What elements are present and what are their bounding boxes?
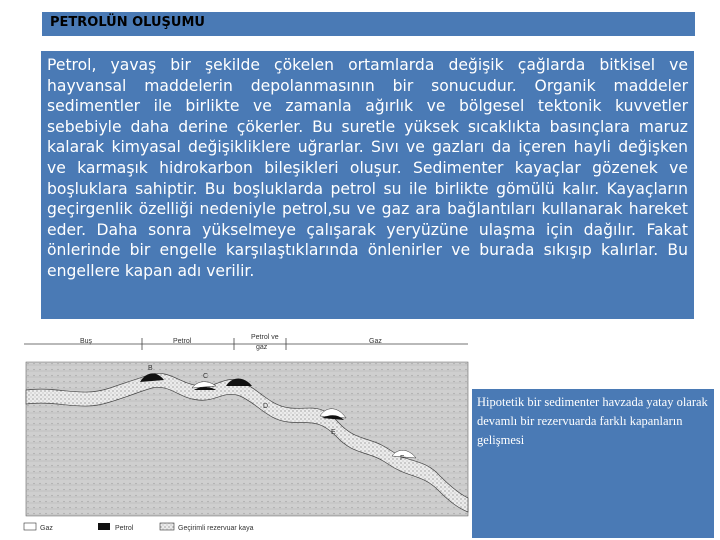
legend-swatch-gaz — [24, 523, 36, 530]
zone-label-petrol: Petrol — [173, 338, 192, 345]
diagram-legend — [24, 523, 254, 532]
zone-scale-bar — [24, 334, 468, 351]
legend-swatch-rezervuar — [160, 523, 174, 530]
trap-label-c: C — [203, 373, 209, 380]
zone-label-bus: Buş — [80, 338, 93, 345]
trap-label-b: B — [148, 365, 153, 372]
zone-label-gaz: Gaz — [369, 338, 382, 345]
legend-label-gaz: Gaz — [40, 525, 53, 532]
zone-label-petrol-gaz-1: Petrol ve — [251, 334, 279, 341]
trap-diagram — [20, 326, 472, 538]
body-text-panel: Petrol, yavaş bir şekilde çökelen ortamlarda değişik çağlarda bitkisel ve hayvansal maddelerin depolanmasının bir sonucudur. Organik maddeler sedimentler ile birlikte ve zamanla ağırlık ve bölgesel tektonik kuvvetler sebebiyle daha derine çökerler. Bu suretle yüksek sıcaklıkta basınçlara maruz kalarak kimyasal değişikliklere uğrarlar. Sıvı ve gazları da içeren hayli değişken ve karmaşık hidrokarbon bileşikleri oluşur. Sedimenter kayaçlar gözenek ve boşluklara sahiptir. Bu boşluklarda petrol su ile birlikte gömülü kalır. Kayaçların geçirgenlik özelliği nedeniyle petrol,su ve gaz ara bağlantıları kullanarak hareket eder. Daha sonra yükselmeye çalışarak yeryüzüne ulaşma için dağılır. Fakat önlerinde bir engelle karşılaştıklarında önlenirler ve burada sıkışıp kalırlar. Bu engellere kapan adı verilir. — [41, 51, 694, 319]
legend-label-rezervuar: Geçirimli rezervuar kaya — [178, 525, 254, 532]
diagram-caption-panel: Hipotetik bir sedimenter havzada yatay olarak devamlı bir rezervuarda farklı kapanların gelişmesi — [472, 389, 714, 538]
legend-label-petrol: Petrol — [115, 525, 134, 532]
trap-label-e: E — [331, 429, 336, 436]
zone-label-petrol-gaz-2: gaz — [256, 344, 268, 351]
trap-label-f: F — [400, 455, 405, 462]
slide-title: PETROLÜN OLUŞUMU — [42, 12, 695, 36]
legend-swatch-petrol — [98, 523, 110, 530]
trap-label-d: D — [263, 403, 269, 410]
